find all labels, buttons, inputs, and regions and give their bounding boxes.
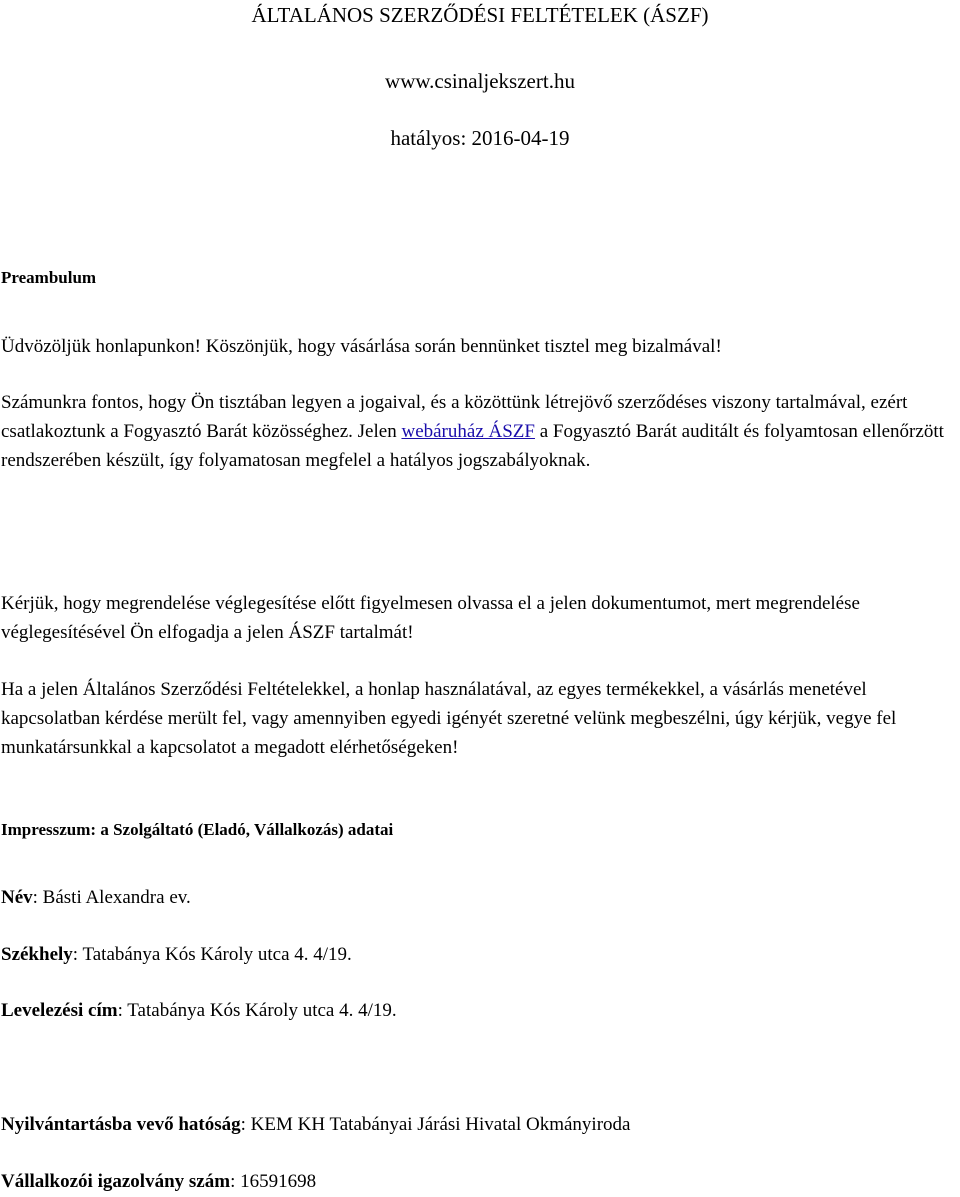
impressum-heading: Impresszum: a Szolgáltató (Eladó, Vállalkozás) adatai — [1, 820, 394, 839]
field-registry-authority-label: Nyilvántartásba vevő hatóság — [1, 1114, 241, 1135]
effective-date: hatályos: 2016-04-19 — [390, 126, 570, 150]
field-license-number-label: Vállalkozói igazolvány szám — [1, 1171, 231, 1192]
field-name — [1, 887, 191, 909]
intro-text-start: Számunkra fontos, hogy Ön tisztában legyen a jogaival, és a közöttünk létrejövő szerződéses viszony tartalmával, ezért csatlakoztunk a Fogyasztó Barát közösséghez. Jelen — [1, 392, 908, 442]
welcome-paragraph: Üdvözöljük honlapunkon! Köszönjük, hogy vásárlása során bennünket tisztel meg bizalmával! — [1, 336, 722, 357]
aszf-link[interactable]: webáruház ÁSZF — [401, 421, 535, 442]
field-name-label: Név — [1, 887, 33, 908]
document-title: ÁLTALÁNOS SZERZŐDÉSI FELTÉTELEK (ÁSZF) — [251, 3, 709, 27]
field-registry-authority — [1, 1114, 630, 1136]
website-address: www.csinaljekszert.hu — [385, 69, 575, 93]
preamble-heading: Preambulum — [1, 268, 97, 287]
field-name-value: : Básti Alexandra ev. — [32, 887, 191, 908]
field-seat-value: : Tatabánya Kós Károly utca 4. 4/19. — [72, 944, 352, 965]
field-seat-label: Székhely — [1, 944, 73, 965]
field-registry-authority-value: : KEM KH Tatabányai Járási Hivatal Okmányiroda — [240, 1114, 631, 1135]
field-license-number-value: : 16591698 — [230, 1171, 317, 1192]
field-postal-address-label: Levelezési cím — [1, 1000, 118, 1021]
field-seat — [1, 944, 352, 966]
intro-paragraph — [1, 388, 960, 475]
field-postal-address-value: : Tatabánya Kós Károly utca 4. 4/19. — [117, 1000, 397, 1021]
field-license-number — [1, 1171, 316, 1193]
read-carefully-paragraph: Kérjük, hogy megrendelése véglegesítése előtt figyelmesen olvassa el a jelen dokumentumot, mert megrendelése véglegesítésével Ön elfogadja a jelen ÁSZF tartalmát! — [1, 593, 860, 643]
intro-text-end: a Fogyasztó Barát auditált és folyamtosan ellenőrzött rendszerében készült, így folyamatosan megfelel a hatályos jogszabályoknak. — [1, 421, 944, 471]
field-postal-address — [1, 1000, 397, 1022]
contact-paragraph: Ha a jelen Általános Szerződési Feltételekkel, a honlap használatával, az egyes termékekkel, a vásárlás menetével kapcsolatban kérdése merült fel, vagy amennyiben egyedi igényét szeretné velünk megbeszélni, úgy kérjük, vegye fel munkatársunkkal a kapcsolatot a megadott elérhetőségeken! — [1, 679, 897, 758]
